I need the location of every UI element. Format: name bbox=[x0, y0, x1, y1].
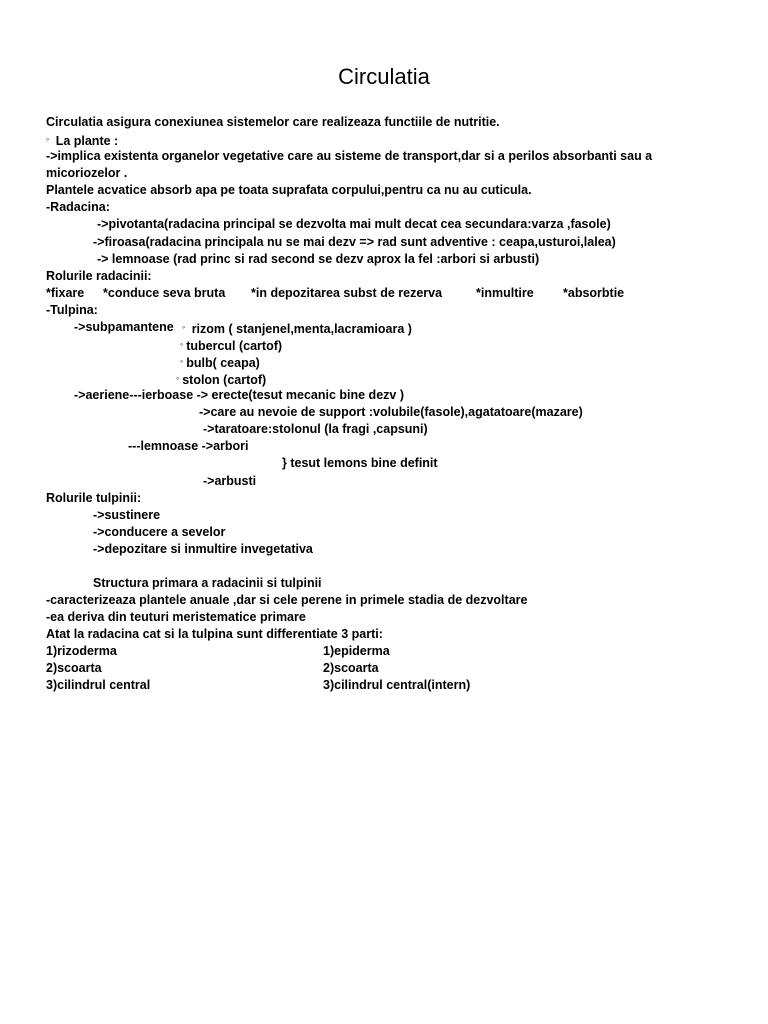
arbusti-line: ->arbusti bbox=[203, 474, 257, 488]
stolon-line: ◦ stolon (cartof) bbox=[176, 373, 267, 387]
rol-item: *inmultire bbox=[476, 286, 534, 300]
tulpina-heading: -Tulpina: bbox=[46, 303, 98, 317]
firoasa-line: ->firoasa(radacina principala nu se mai dezv => rad sunt adventive : ceapa,usturoi,lalea) bbox=[93, 235, 616, 249]
acvatice-line: Plantele acvatice absorb apa pe toata suprafata corpului,pentru ca nu au cuticula. bbox=[46, 183, 532, 197]
atat-line: Atat la radacina cat si la tulpina sunt differentiate 3 parti: bbox=[46, 627, 383, 641]
tubercul-line: ◦ tubercul (cartof) bbox=[180, 339, 283, 353]
roluri-tulpinii-heading: Rolurile tulpinii: bbox=[46, 491, 142, 505]
depozitare-line: ->depozitare si inmultire invegetativa bbox=[93, 542, 313, 556]
sustinere-line: ->sustinere bbox=[93, 508, 161, 522]
bullet-icon: ◦ bbox=[176, 373, 180, 383]
right-part-item: 2)scoarta bbox=[323, 661, 379, 675]
radacina-heading: -Radacina: bbox=[46, 200, 110, 214]
taratoare-line: ->taratoare:stolonul (la fragi ,capsuni) bbox=[203, 422, 428, 436]
lemnoase-arbori-line: ---lemnoase ->arbori bbox=[128, 439, 249, 453]
left-part-item: 3)cilindrul central bbox=[46, 678, 151, 692]
rol-item: *conduce seva bruta bbox=[103, 286, 226, 300]
left-part-item: 1)rizoderma bbox=[46, 644, 117, 658]
support-line: ->care au nevoie de support :volubile(fasole),agatatoare(mazare) bbox=[199, 405, 583, 419]
caracterizeaza-line: -caracterizeaza plantele anuale ,dar si cele perene in primele stadia de dezvoltare bbox=[46, 593, 528, 607]
subpamantene-label: ->subpamantene bbox=[74, 320, 174, 334]
implica-line-2: micoriozelor . bbox=[46, 166, 128, 180]
right-part-item: 1)epiderma bbox=[323, 644, 390, 658]
document-title: Circulatia bbox=[338, 64, 430, 89]
left-part-item: 2)scoarta bbox=[46, 661, 102, 675]
bullet-icon: ◦ bbox=[182, 322, 186, 332]
structura-heading: Structura primara a radacinii si tulpinii bbox=[93, 576, 322, 590]
rol-item: *fixare bbox=[46, 286, 85, 300]
rol-item: *absorbtie bbox=[563, 286, 625, 300]
rol-item: *in depozitarea subst de rezerva bbox=[251, 286, 443, 300]
intro-line: Circulatia asigura conexiunea sistemelor care realizeaza functiile de nutritie. bbox=[46, 115, 500, 129]
la-plante-label: La plante : bbox=[55, 134, 119, 148]
pivotanta-line: ->pivotanta(radacina principal se dezvolta mai mult decat cea secundara:varza ,fasole) bbox=[97, 217, 611, 231]
right-part-item: 3)cilindrul central(intern) bbox=[323, 678, 471, 692]
rizom-line: ◦ rizom ( stanjenel,menta,lacramioara ) bbox=[182, 322, 412, 336]
implica-line-1: ->implica existenta organelor vegetative care au sisteme de transport,dar si a perilos absorbanti sau a bbox=[46, 149, 653, 163]
deriva-line: -ea deriva din teuturi meristematice primare bbox=[46, 610, 306, 624]
bullet-icon: ◦ bbox=[180, 339, 184, 349]
bulb-line: ◦ bulb( ceapa) bbox=[180, 356, 260, 370]
conducere-line: ->conducere a sevelor bbox=[93, 525, 226, 539]
bullet-icon: ◦ bbox=[46, 134, 50, 144]
bullet-icon: ◦ bbox=[180, 356, 184, 366]
aeriene-line: ->aeriene---ierboase -> erecte(tesut mecanic bine dezv ) bbox=[74, 388, 404, 402]
roluri-radacinii-heading: Rolurile radacinii: bbox=[46, 269, 152, 283]
tesut-lemnos-line: } tesut lemons bine definit bbox=[282, 456, 438, 470]
lemnoase-radacina-line: -> lemnoase (rad princ si rad second se dezv aprox la fel :arbori si arbusti) bbox=[97, 252, 540, 266]
